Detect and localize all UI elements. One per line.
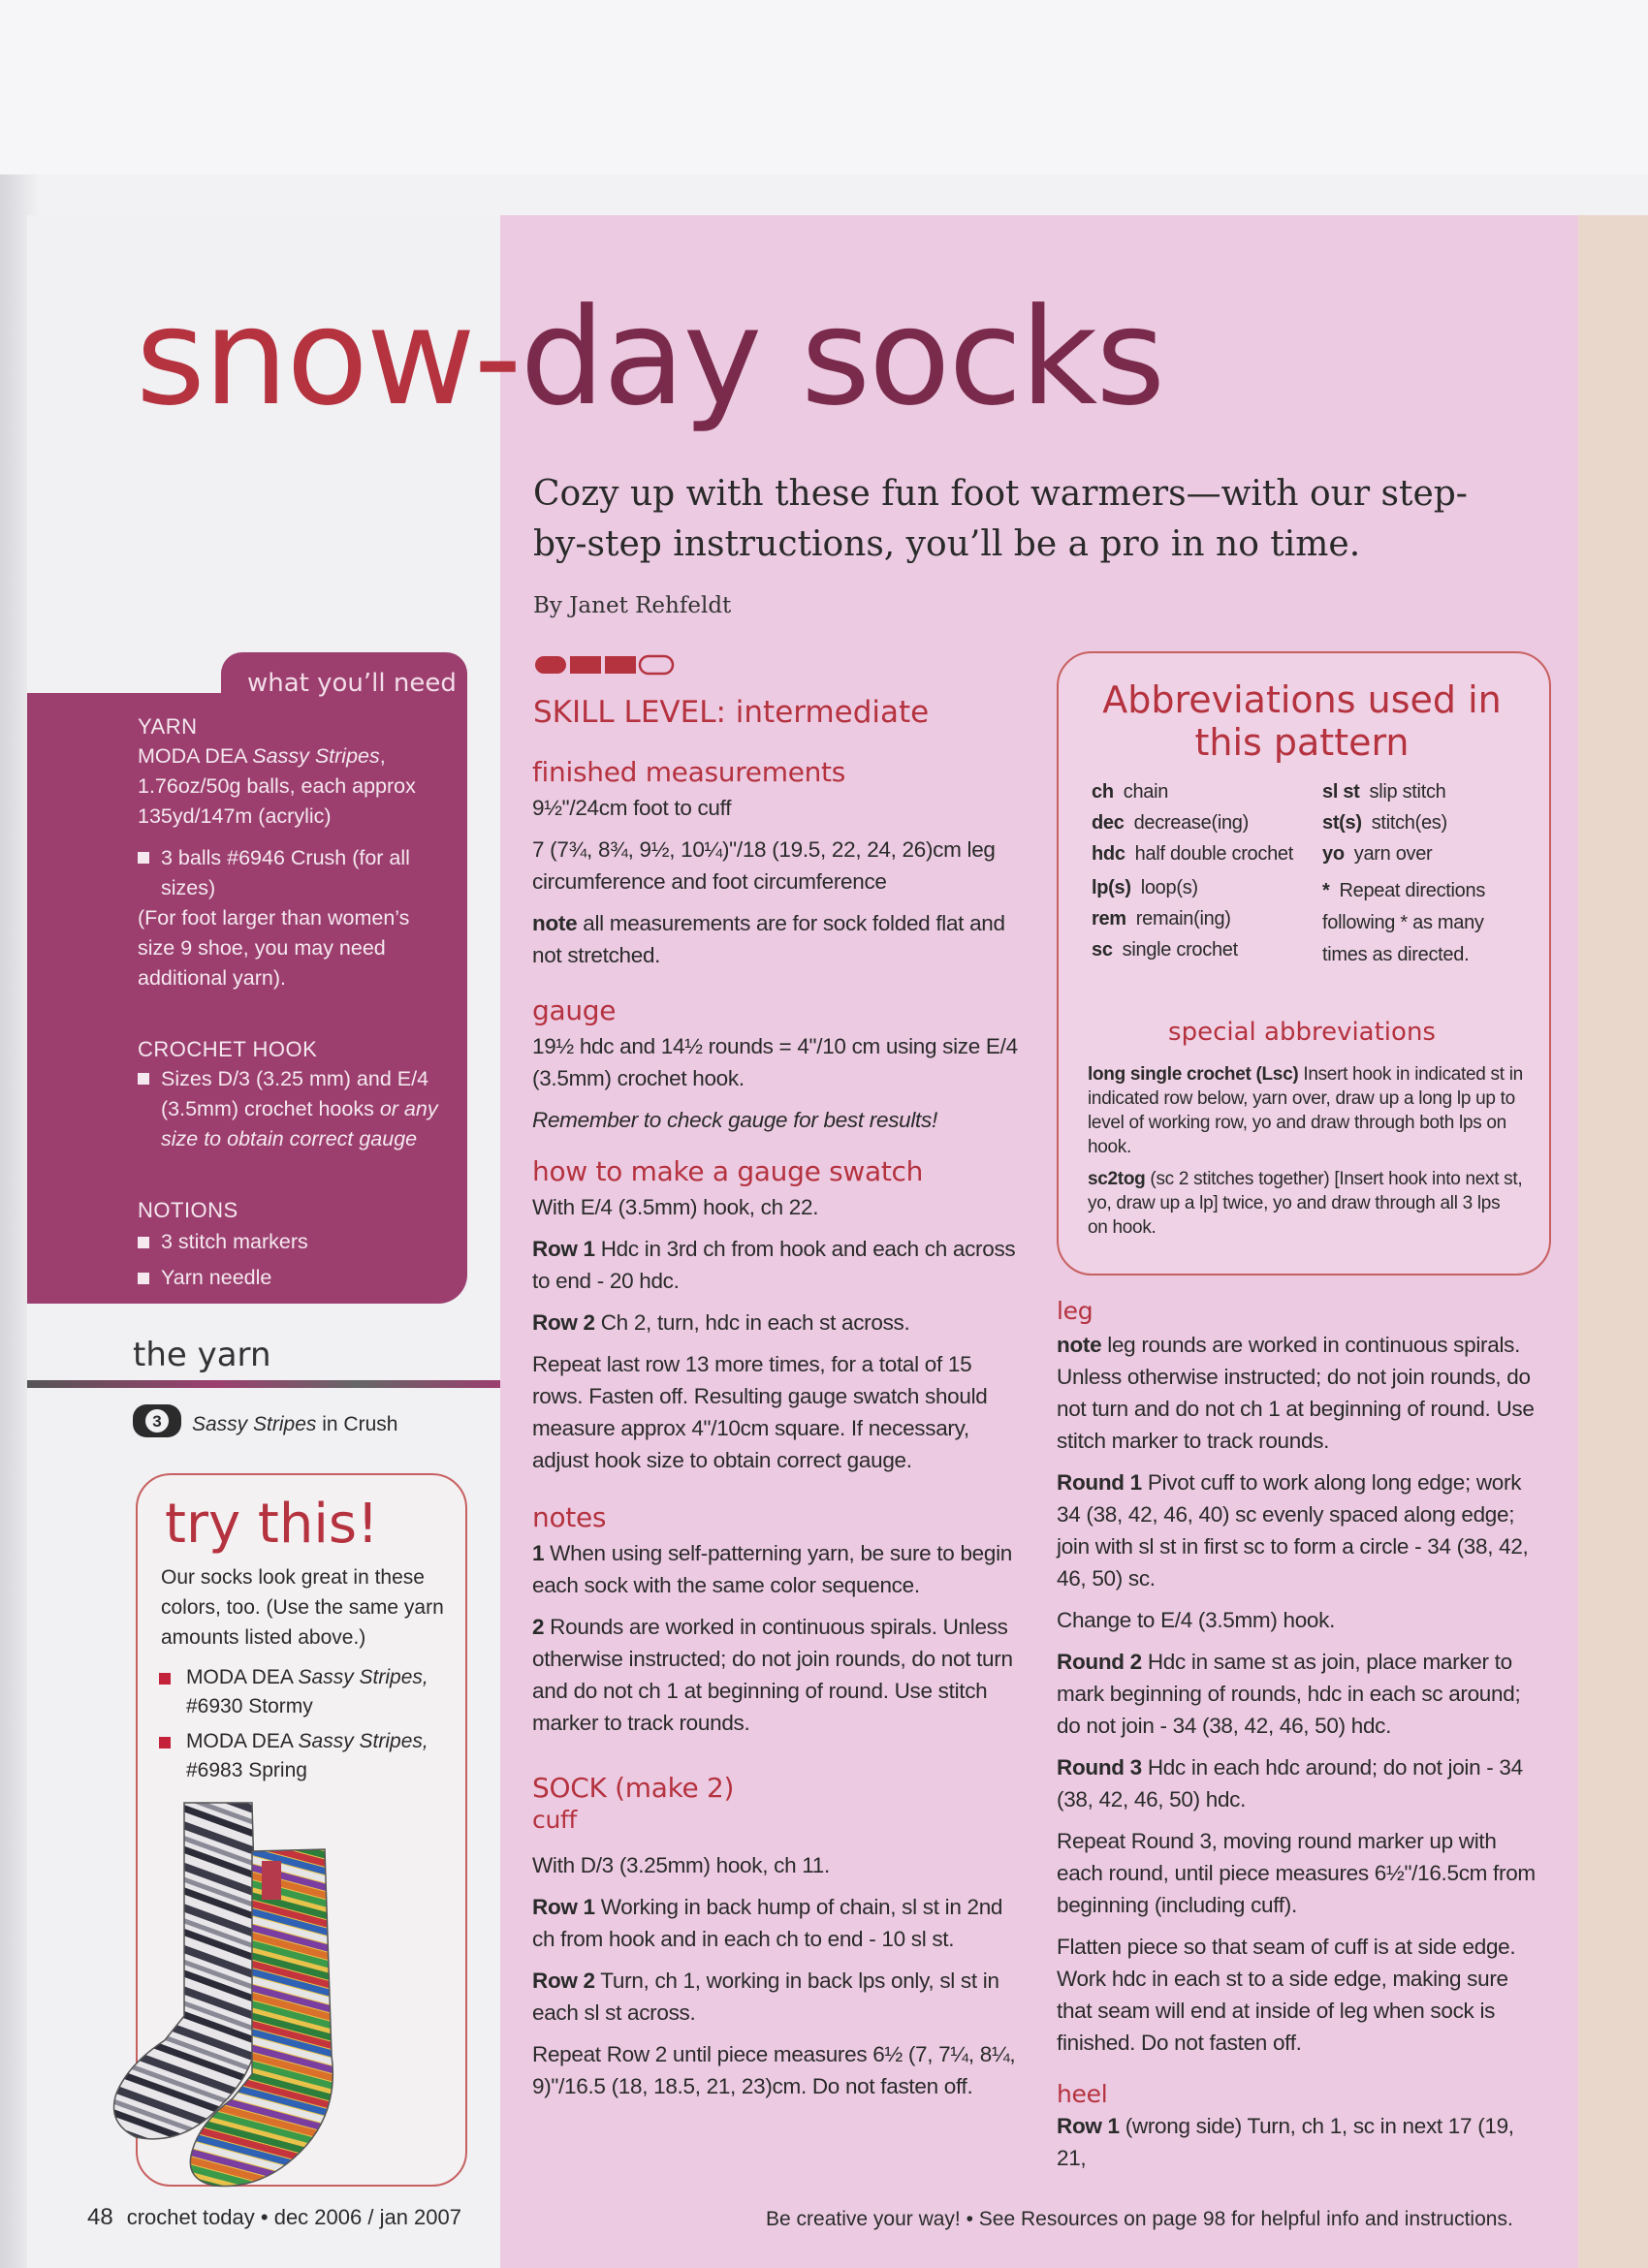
bullet-icon — [159, 1673, 171, 1685]
sock-p0: With D/3 (3.25mm) hook, ch 11. — [532, 1853, 830, 1877]
abbr-item — [1092, 807, 1305, 838]
abbr-term: lp(s) — [1092, 877, 1131, 898]
abbr-def: single crochet — [1122, 939, 1238, 961]
finished-measurements-p2: 7 (7¾, 8¾, 9½, 10¼)"/18 (19.5, 22, 24, 26)cm leg circumference and foot circumference — [532, 837, 996, 894]
heel-heading: heel — [1057, 2080, 1108, 2108]
sc2tog-definition — [1088, 1167, 1524, 1240]
socks-photo — [107, 1793, 436, 2200]
yarn-item — [138, 843, 448, 903]
abbr-def: (sc 2 stitches together) [Insert hook into next st, yo, draw up a lp] twice, yo and draw through all 3 lps on hook. — [1088, 1169, 1523, 1238]
note-1 — [532, 1537, 1027, 1601]
title-part-2: day — [520, 279, 761, 435]
hook-sizes: Sizes D/3 (3.25 mm) and E/4 (3.5mm) crochet hooks — [161, 1067, 429, 1120]
skill-level — [533, 695, 929, 730]
abbr-item — [1092, 903, 1305, 934]
skill-level-meter — [533, 653, 679, 677]
sock-row-1 — [532, 1891, 1027, 1955]
leg-change-hook: Change to E/4 (3.5mm) hook. — [1057, 1608, 1336, 1632]
row-label: Row 2 — [532, 1310, 595, 1335]
yarn-weight-number: 3 — [152, 1412, 162, 1431]
abbr-term: yo — [1322, 843, 1345, 865]
row-label: Row 2 — [532, 1969, 595, 1993]
the-yarn-heading: the yarn — [133, 1336, 271, 1374]
colorway: #6930 Stormy — [186, 1695, 313, 1717]
list-item — [159, 1727, 450, 1785]
round-text: Pivot cuff to work along long edge; work 34 (38, 42, 46, 40) sc evenly spaced along edge; join with sl st in first sc to form a circle - 34 (38, 42, 46, 50) sc. — [1057, 1470, 1529, 1591]
page-number: 48 — [87, 2204, 113, 2230]
heel-row-1 — [1057, 2110, 1547, 2174]
hook-label: CROCHET HOOK — [138, 1037, 318, 1061]
yarn-rule — [27, 1380, 500, 1388]
abbreviations-right-column — [1322, 776, 1526, 971]
magazine-issue: crochet today • dec 2006 / jan 2007 — [126, 2205, 461, 2229]
notions-text: Yarn needle — [161, 1266, 272, 1289]
abbr-def: Repeat directions following * as many times as directed. — [1322, 880, 1486, 965]
round-text: Hdc in same st as join, place marker to mark beginning of rounds, hdc in each sc around; do not join - 34 (38, 42, 46, 50) hdc. — [1057, 1650, 1521, 1738]
scan-background — [0, 0, 1648, 174]
abbr-term: long single crochet (Lsc) — [1088, 1064, 1299, 1085]
bullet-icon — [138, 1073, 149, 1085]
try-this-list — [159, 1663, 450, 1785]
row-label: Row 1 — [532, 1895, 595, 1919]
right-column — [1057, 1295, 1547, 2184]
title-part-3: socks — [760, 279, 1164, 435]
yarn-line — [192, 1413, 397, 1436]
yarn-name: Sassy Stripes, — [298, 1666, 428, 1688]
try-this-body: Our socks look great in these colors, too. (Use the same yarn amounts listed above.) — [161, 1566, 444, 1649]
row-text: Hdc in 3rd ch from hook and each ch across to end - 20 hdc. — [532, 1237, 1016, 1293]
leg-note — [1057, 1329, 1547, 1457]
bullet-icon — [138, 852, 149, 864]
special-abbreviations — [1088, 1062, 1524, 1240]
yarn-name: Sassy Stripes, — [298, 1730, 428, 1752]
try-this-heading: try this! — [165, 1493, 379, 1556]
bullet-icon — [138, 1273, 149, 1284]
note-text: all measurements are for sock folded flat and not stretched. — [532, 911, 1005, 967]
yarn-color: in Crush — [316, 1413, 398, 1435]
swatch-row-2 — [532, 1307, 1027, 1339]
finished-measurements-note — [532, 907, 1027, 971]
gauge-reminder: Remember to check gauge for best results! — [532, 1108, 937, 1132]
round-label: Round 1 — [1057, 1470, 1142, 1495]
abbr-item — [1092, 841, 1305, 866]
colorway: #6983 Spring — [186, 1759, 307, 1781]
note-number: 1 — [532, 1541, 545, 1565]
note-label: note — [532, 911, 578, 935]
row-label: Row 1 — [1057, 2114, 1120, 2138]
abbr-item — [1322, 776, 1526, 807]
yarn-name: Sassy Stripes — [192, 1413, 317, 1435]
note-text: leg rounds are worked in continuous spirals. Unless otherwise instructed; do not join rounds, do not turn and do not ch 1 at beginning of round. Use stitch marker to track rounds. — [1057, 1333, 1535, 1453]
leg-heading: leg — [1057, 1297, 1093, 1325]
footer-right: Be creative your way! • See Resources on page 98 for helpful info and instructions. — [766, 2208, 1513, 2230]
hook-item — [138, 1064, 448, 1154]
title-part-1: snow- — [136, 279, 521, 435]
byline: By Janet Rehfeldt — [533, 593, 732, 618]
round-label: Round 2 — [1057, 1650, 1142, 1674]
abbr-item — [1322, 875, 1526, 971]
abbr-term: dec — [1092, 812, 1125, 834]
abbr-term: * — [1322, 880, 1330, 901]
skill-level-label: SKILL LEVEL: — [533, 695, 726, 730]
yarn-description — [138, 741, 448, 832]
notes-heading: notes — [532, 1501, 607, 1533]
abbr-def: half double crochet — [1134, 843, 1293, 865]
abbr-item — [1322, 807, 1526, 838]
note-label: note — [1057, 1333, 1102, 1357]
row-text: Turn, ch 1, working in back lps only, sl st in each sl st across. — [532, 1969, 999, 2025]
abbr-def: loop(s) — [1140, 877, 1198, 898]
middle-column — [532, 756, 1027, 2112]
sock-heading: SOCK (make 2) — [532, 1772, 735, 1804]
list-item-text — [186, 1663, 428, 1721]
abbr-term: rem — [1092, 908, 1126, 929]
yarn-item-text: 3 balls #6946 Crush (for all sizes) — [161, 846, 410, 899]
brand: MODA DEA — [186, 1730, 299, 1752]
abbr-term: sl st — [1322, 781, 1360, 803]
skill-level-value: intermediate — [735, 695, 930, 730]
footer-left — [87, 2204, 461, 2231]
swatch-row-1 — [532, 1233, 1027, 1297]
abbr-term: st(s) — [1322, 812, 1362, 834]
yarn-label: YARN — [138, 714, 198, 739]
abbr-item — [1092, 776, 1305, 807]
bullet-icon — [138, 1237, 149, 1248]
row-text: (wrong side) Turn, ch 1, sc in next 17 (19, 21, — [1057, 2114, 1514, 2170]
abbr-def: stitch(es) — [1371, 812, 1447, 834]
need-content — [138, 711, 448, 1293]
abbr-term: sc — [1092, 939, 1113, 961]
note-text: When using self-patterning yarn, be sure to begin each sock with the same color sequence. — [532, 1541, 1013, 1597]
abbr-def: Insert hook in indicated st in indicated row below, yarn over, draw up a long lp up to level of working row, yo and draw through both lps on hook. — [1088, 1064, 1523, 1157]
finished-measurements-p1: 9½"/24cm foot to cuff — [532, 796, 732, 820]
row-text: Working in back hump of chain, sl st in 2nd ch from hook and in each ch to end - 10 sl st. — [532, 1895, 1003, 1951]
abbr-item — [1092, 934, 1305, 965]
abbr-term: hdc — [1092, 843, 1125, 865]
abbr-def: slip stitch — [1369, 781, 1446, 803]
swatch-p3: Repeat last row 13 more times, for a total of 15 rows. Fasten off. Resulting gauge swatch should measure approx 4"/10cm square. If necessary, adjust hook size to obtain correct gauge. — [532, 1352, 988, 1472]
leg-round-1 — [1057, 1466, 1547, 1594]
sock-row-2 — [532, 1965, 1027, 2029]
swatch-heading: how to make a gauge swatch — [532, 1155, 924, 1187]
page-edge — [1578, 215, 1648, 2268]
note-text: Rounds are worked in continuous spirals. Unless otherwise instructed; do not join rounds, do not turn and do not ch 1 at beginning of round. Use stitch marker to track rounds. — [532, 1615, 1013, 1735]
yarn-note: (For foot larger than women’s size 9 shoe, you may need additional yarn). — [138, 906, 410, 990]
gauge-p1: 19½ hdc and 14½ rounds = 4"/10 cm using size E/4 (3.5mm) crochet hook. — [532, 1034, 1018, 1090]
notions-item-2 — [138, 1263, 448, 1293]
row-label: Row 1 — [532, 1237, 595, 1261]
cuff-subheading: cuff — [532, 1806, 577, 1834]
leg-repeat: Repeat Round 3, moving round marker up with each round, until piece measures 6½"/16.5cm from beginning (including cuff). — [1057, 1829, 1536, 1917]
abbr-def: chain — [1123, 781, 1169, 803]
round-label: Round 3 — [1057, 1755, 1142, 1780]
hook-item-text — [161, 1064, 448, 1154]
leg-round-3 — [1057, 1751, 1547, 1815]
lsc-definition — [1088, 1062, 1524, 1159]
leg-flatten: Flatten piece so that seam of cuff is at side edge. Work hdc in each st to a side edge, making sure that seam will end at inside of leg when sock is finished. Do not fasten off. — [1057, 1935, 1516, 2055]
round-text: Hdc in each hdc around; do not join - 34 (38, 42, 46, 50) hdc. — [1057, 1755, 1523, 1811]
abbr-term: sc2tog — [1088, 1169, 1146, 1189]
note-2 — [532, 1611, 1027, 1739]
yarn-brand: MODA DEA — [138, 744, 253, 768]
yarn-weight-icon — [132, 1402, 182, 1440]
row-text: Ch 2, turn, hdc in each st across. — [594, 1310, 910, 1335]
deck: Cozy up with these fun foot warmers—with our step-by-step instructions, you’ll be a pro in no time. — [533, 474, 1468, 564]
leg-round-2 — [1057, 1646, 1547, 1742]
abbreviations-title: Abbreviations used in this pattern — [1102, 678, 1502, 764]
abbr-def: remain(ing) — [1135, 908, 1231, 929]
list-item-text — [186, 1727, 428, 1785]
need-title: what you’ll need — [247, 669, 457, 698]
abbr-def: yarn over — [1353, 843, 1433, 865]
notions-label: NOTIONS — [138, 1198, 238, 1222]
abbr-item — [1092, 872, 1305, 903]
brand: MODA DEA — [186, 1666, 299, 1688]
bullet-icon — [159, 1737, 171, 1748]
yarn-name: Sassy Stripes — [252, 744, 380, 768]
yarn-desc: , 1.76oz/50g balls, each approx 135yd/147m (acrylic) — [138, 744, 416, 828]
page-title — [136, 279, 1164, 435]
note-number: 2 — [532, 1615, 545, 1639]
sock-p3: Repeat Row 2 until piece measures 6½ (7, 7¼, 8¼, 9)"/16.5 (18, 18.5, 21, 23)cm. Do not fasten off. — [532, 2042, 1016, 2098]
abbreviations-left-column — [1092, 776, 1305, 965]
swatch-p0: With E/4 (3.5mm) hook, ch 22. — [532, 1195, 819, 1219]
abbr-item — [1322, 838, 1526, 869]
abbr-def: decrease(ing) — [1133, 812, 1249, 834]
gauge-heading: gauge — [532, 994, 617, 1026]
notions-text: 3 stitch markers — [161, 1230, 308, 1253]
notions-item-1 — [138, 1227, 448, 1257]
special-abbreviations-title: special abbreviations — [1168, 1018, 1436, 1047]
abbr-term: ch — [1092, 781, 1114, 803]
hook-gauge-note: or any size to obtain correct gauge — [161, 1097, 438, 1150]
finished-measurements-heading: finished measurements — [532, 756, 846, 788]
list-item — [159, 1663, 450, 1721]
